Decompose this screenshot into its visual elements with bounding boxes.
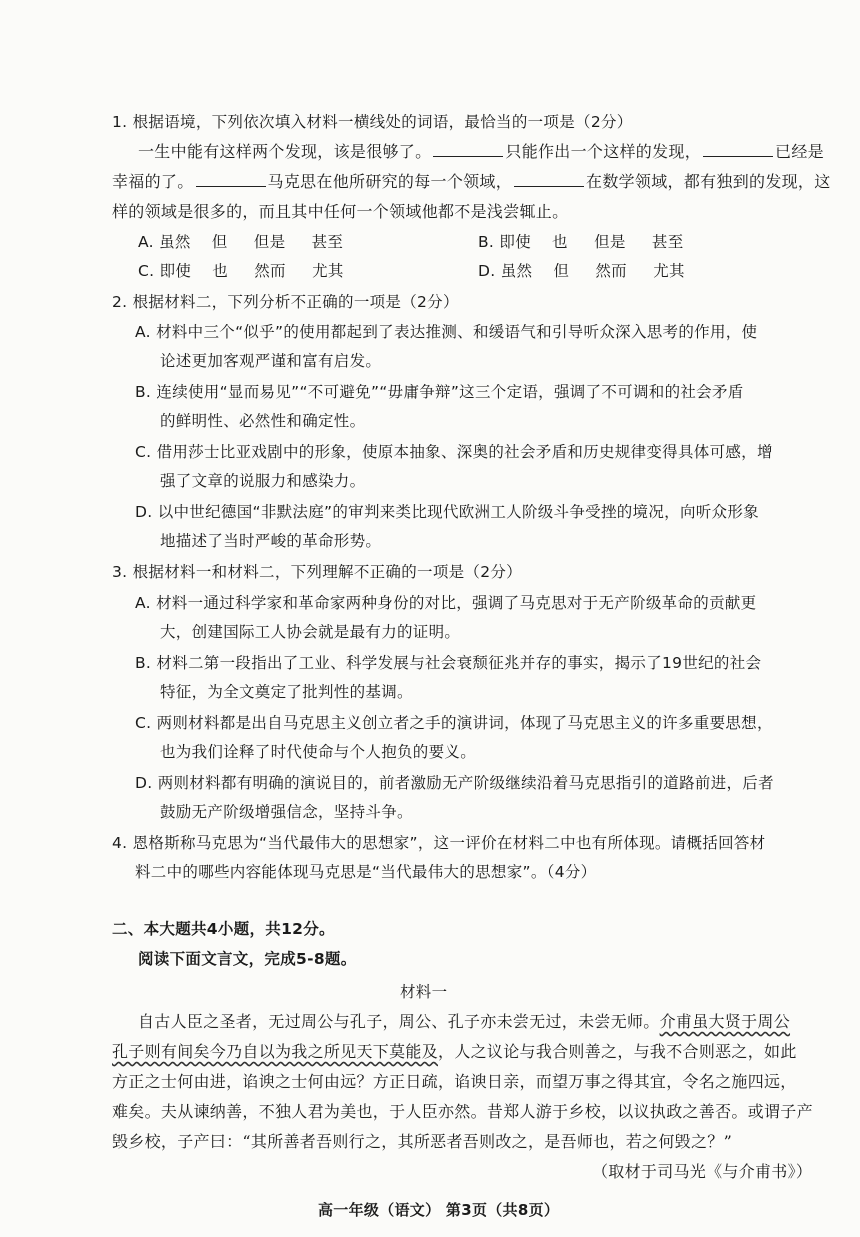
question-3-stem: 3. 根据材料一和材料二，下列理解不正确的一项是（2分） [112,563,522,581]
q3-option-b-line-2: 特征，为全文奠定了批判性的基调。 [160,683,413,701]
q1-passage-text: 已经是 [775,142,824,161]
material-title: 材料一 [400,983,448,1001]
section-2-heading: 二、本大题共4小题，共12分。 [112,920,335,938]
q1-passage-text: 在数学领域，都有独到的发现，这 [586,172,831,191]
option-c: C. 即使 也 然而 尤其 [138,262,344,280]
q2-option-d-line-2: 地描述了当时严峻的革命形势。 [160,532,382,550]
question-4-line-1: 4. 恩格斯称马克思为“当代最伟大的思想家”，这一评价在材料二中也有所体现。请概括回答材 [112,834,766,852]
q3-option-d-line-2: 鼓励无产阶级增强信念，坚持斗争。 [160,803,413,821]
q2-option-d-line-1: D. 以中世纪德国“非默法庭”的审判来类比现代欧洲工人阶级斗争受挫的境况，向听众形象 [135,503,759,521]
classical-text: ，人之议论与我合则善之，与我不合则恶之，如此 [438,1042,797,1061]
underlined-sentence: 介甫虽大贤于周公 [659,1012,791,1031]
source-citation: （取材于司马光《与介甫书》） [592,1162,813,1181]
underlined-sentence: 孔子则有间矣今乃自以为我之所见天下莫能及 [112,1042,439,1061]
q3-option-c-line-1: C. 两则材料都是出自马克思主义创立者之手的演讲词，体现了马克思主义的许多重要思想， [135,714,773,732]
q3-option-d-line-1: D. 两则材料都有明确的演说目的，前者激励无产阶级继续沿着马克思指引的道路前进，后者 [135,774,774,792]
q3-option-a-line-1: A. 材料一通过科学家和革命家两种身份的对比，强调了马克思对于无产阶级革命的贡献更 [135,594,757,612]
q1-passage-text: 一生中能有这样两个发现，该是很够了。 [138,142,432,161]
page-footer: 高一年级（语文） 第3页（共8页） [318,1201,560,1219]
q3-option-a-line-2: 大，创建国际工人协会就是最有力的证明。 [160,623,461,641]
option-d: D. 虽然 但 然而 尤其 [478,262,685,280]
classical-line-2 [112,1040,797,1064]
blank-1 [433,140,503,157]
blank-4 [514,170,584,187]
question-1-stem: 1. 根据语境，下列依次填入材料一横线处的词语，最恰当的一项是（2分） [112,113,633,131]
q3-option-b-line-1: B. 材料二第一段指出了工业、科学发展与社会衰颓征兆并存的事实，揭示了19世纪的社会 [135,654,762,672]
question-2-stem: 2. 根据材料二，下列分析不正确的一项是（2分） [112,293,459,311]
classical-line-1 [138,1010,790,1034]
question-4-line-2: 料二中的哪些内容能体现马克思是“当代最伟大的思想家”。（4分） [135,863,597,881]
option-a: A. 虽然 但 但是 甚至 [138,233,344,251]
blank-2 [703,140,773,157]
q2-option-a-line-1: A. 材料中三个“似乎”的使用都起到了表达推测、和缓语气和引导听众深入思考的作用，使 [135,323,758,341]
blank-3 [196,170,266,187]
q2-option-b-line-1: B. 连续使用“显而易见”“不可避免”“毋庸争辩”这三个定语，强调了不可调和的社会矛盾 [135,383,744,401]
classical-line-5: 毁乡校，子产曰：“其所善者吾则行之，其所恶者吾则改之，是吾师也，若之何毁之？” [112,1132,733,1151]
q3-option-c-line-2: 也为我们诠释了时代使命与个人抱负的要义。 [160,743,477,761]
q1-passage-line-2 [112,170,831,194]
q2-option-b-line-2: 的鲜明性、必然性和确定性。 [160,412,366,430]
q2-option-c-line-1: C. 借用莎士比亚戏剧中的形象，使原本抽象、深奥的社会矛盾和历史规律变得具体可感，增 [135,443,773,461]
option-b: B. 即使 也 但是 甚至 [478,233,684,251]
classical-text: 自古人臣之圣者，无过周公与孔子，周公、孔子亦未尝无过，未尝无师。 [138,1012,660,1031]
q1-passage-text: 幸福的了。 [112,172,194,191]
q2-option-a-line-2: 论述更加客观严谨和富有启发。 [160,352,382,370]
section-2-instruction: 阅读下面文言文，完成5-8题。 [138,950,357,968]
q1-passage-text: 马克思在他所研究的每一个领域， [267,172,513,191]
classical-line-4: 难矣。夫从谏纳善，不独人君为美也，于人臣亦然。昔郑人游于乡校，以议执政之善否。或谓子产 [112,1102,813,1121]
q1-passage-line-1 [138,140,824,164]
q2-option-c-line-2: 强了文章的说服力和感染力。 [160,472,366,490]
classical-line-3: 方正之士何由进，谄谀之士何由远？方正日疏，谄谀日亲，而望万事之得其宜，令名之施四远， [112,1072,797,1091]
q1-passage-text: 只能作出一个这样的发现， [505,142,702,161]
q1-passage-line-3: 样的领域是很多的，而且其中任何一个领域他都不是浅尝辄止。 [112,202,569,221]
